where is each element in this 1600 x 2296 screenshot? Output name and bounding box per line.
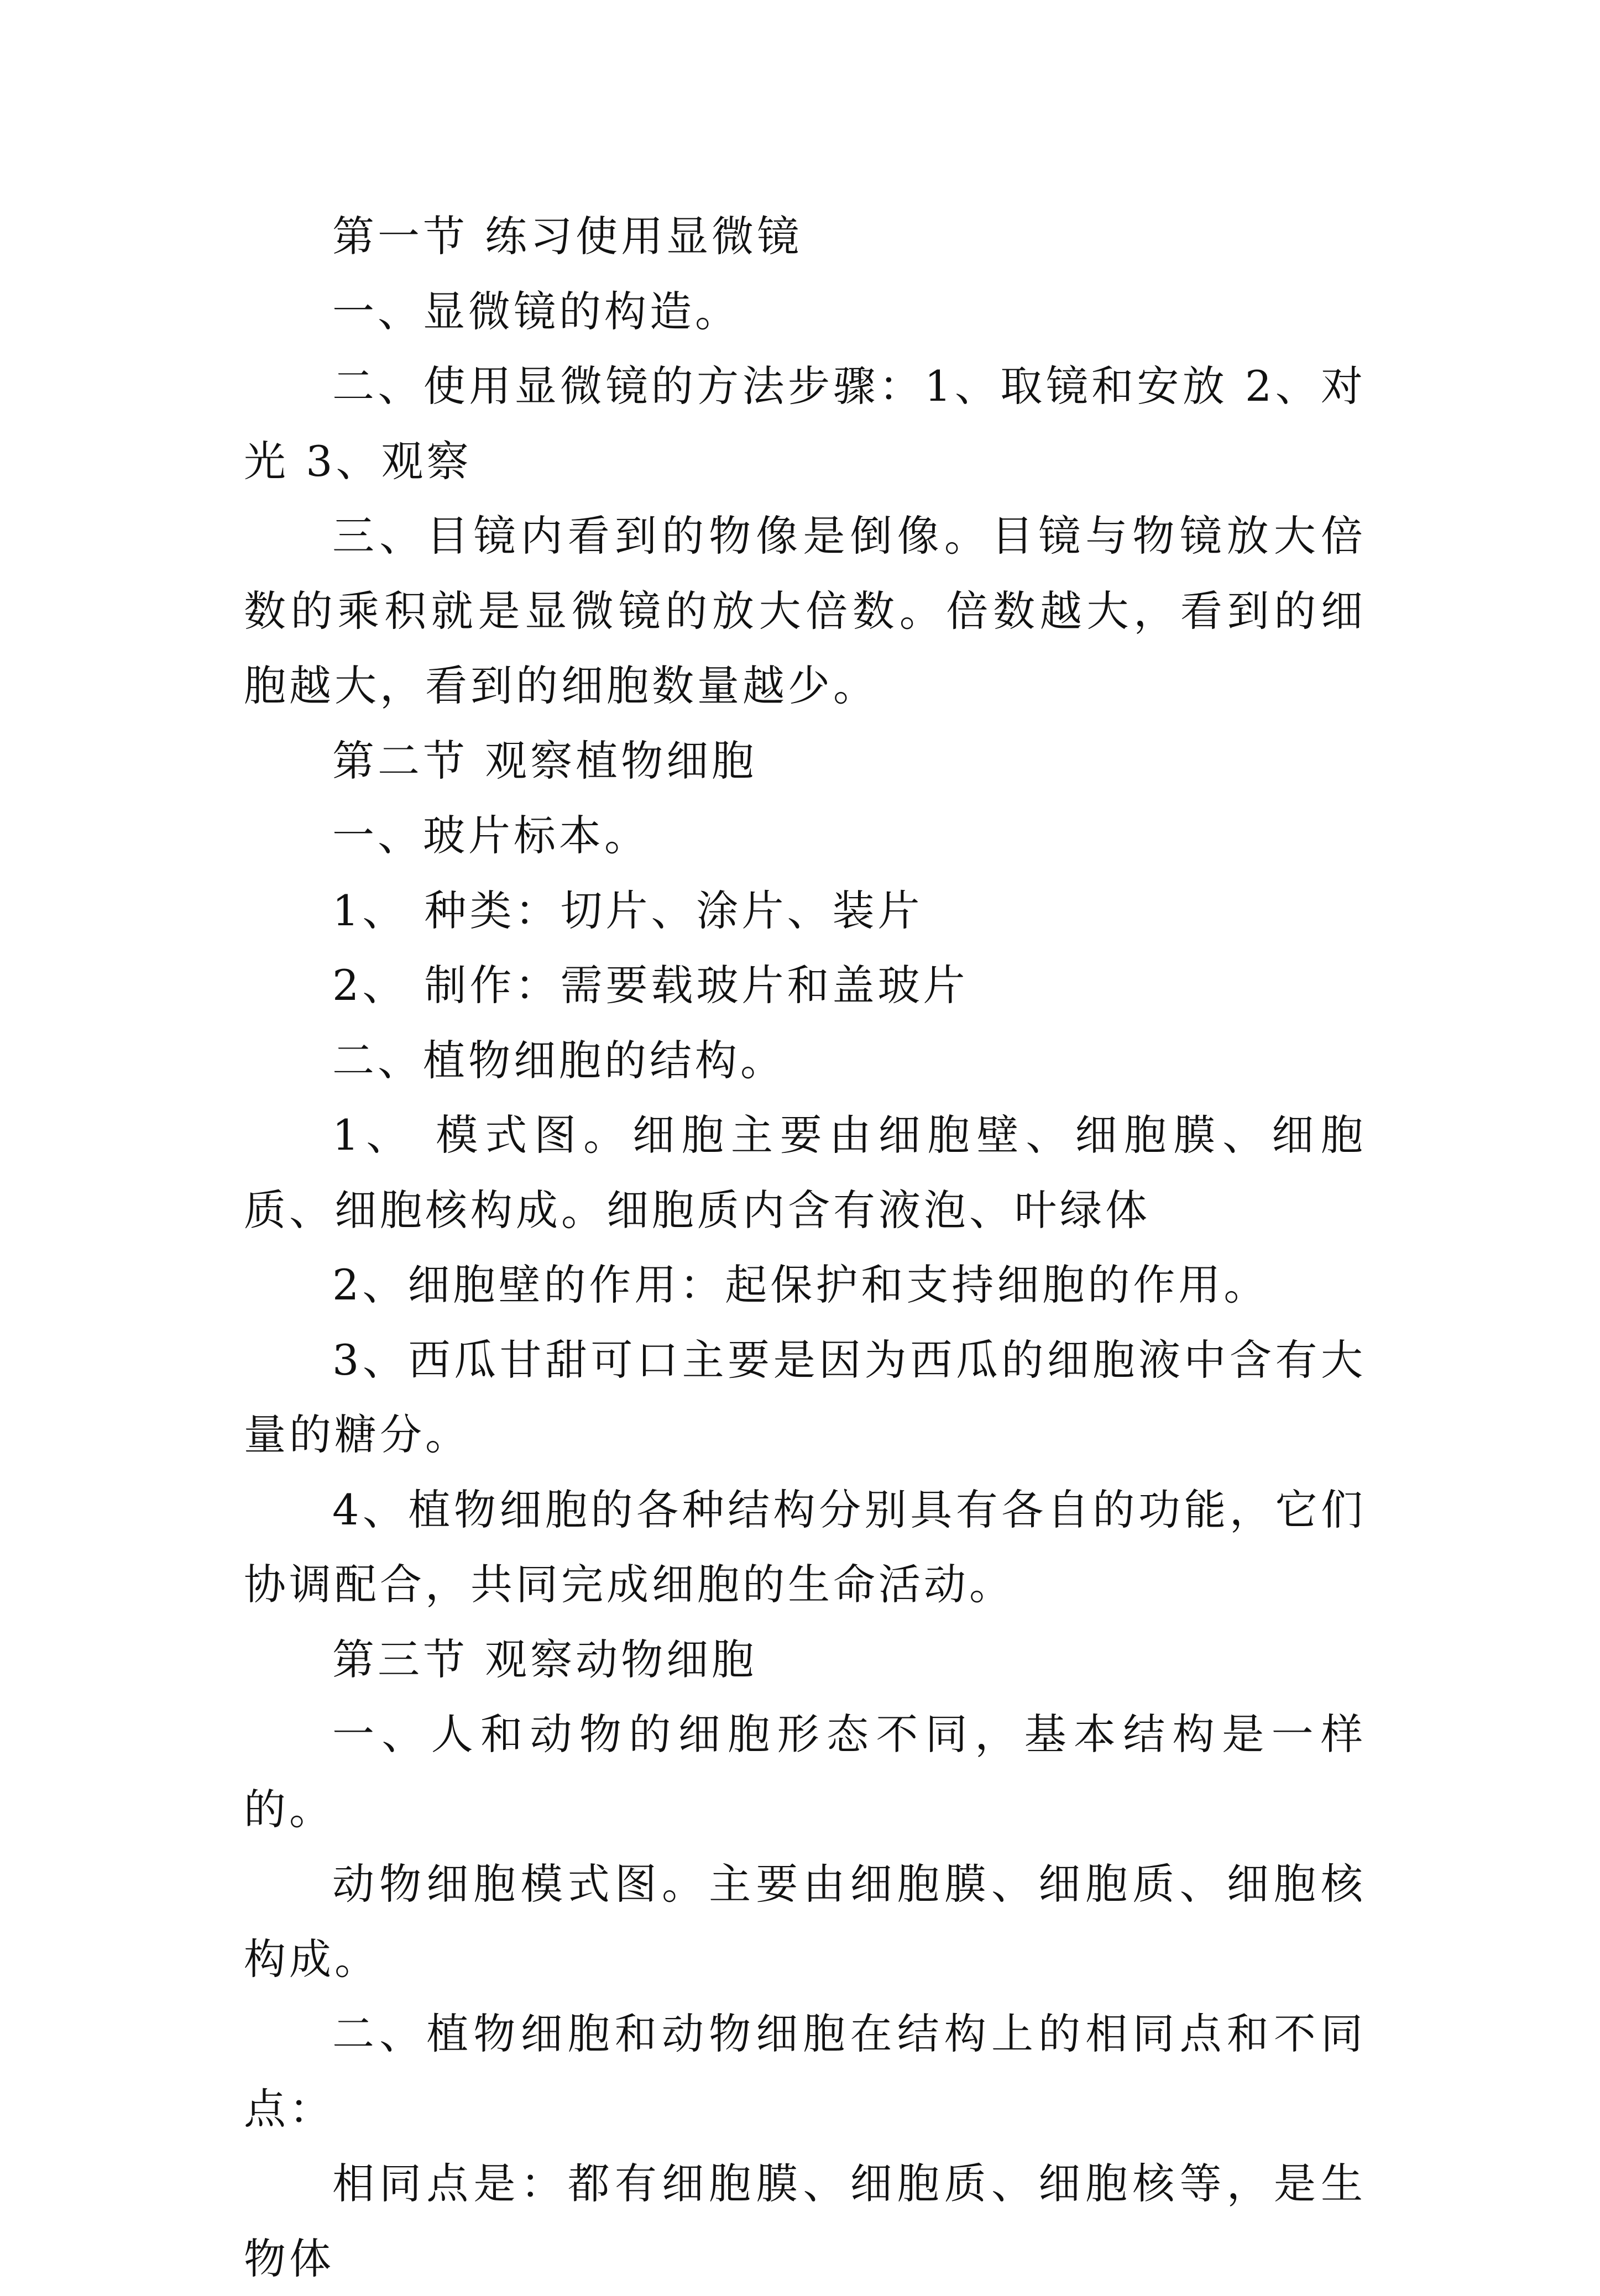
section-heading-2: 第二节 观察植物细胞	[332, 736, 757, 785]
paragraph: 二、植物细胞的结构。	[332, 1035, 786, 1085]
paragraph: 一、显微镜的构造。	[332, 286, 740, 336]
paragraph: 相同点是：都有细胞膜、细胞质、细胞核等，是生物体	[244, 2159, 1366, 2283]
paragraph: 二、植物细胞和动物细胞在结构上的相同点和不同点：	[244, 2009, 1366, 2134]
section-heading-1: 第一节 练习使用显微镜	[332, 212, 803, 261]
list-item: 4、植物细胞的各种结构分别具有各自的功能，它们协调配合，共同完成细胞的生命活动。	[244, 1485, 1366, 1609]
paragraph: 三、目镜内看到的物像是倒像。目镜与物镜放大倍数的乘积就是显微镜的放大倍数。倍数越大，看到的细胞越大，看到的细胞数量越少。	[244, 511, 1366, 710]
paragraph: 二、使用显微镜的方法步骤：1、取镜和安放 2、对光 3、观察	[244, 361, 1366, 486]
paragraph: 动物细胞模式图。主要由细胞膜、细胞质、细胞核构成。	[244, 1859, 1366, 1984]
list-item: 1、 模式图。细胞主要由细胞壁、细胞膜、细胞质、细胞核构成。细胞质内含有液泡、叶绿体	[244, 1110, 1366, 1235]
list-item: 1、 种类：切片、涂片、装片	[332, 885, 923, 935]
paragraph: 一、人和动物的细胞形态不同，基本结构是一样的。	[244, 1710, 1366, 1834]
list-item: 2、 制作：需要载玻片和盖玻片	[332, 961, 969, 1010]
list-item: 2、细胞壁的作用：起保护和支持细胞的作用。	[332, 1260, 1269, 1309]
paragraph: 一、玻片标本。	[332, 811, 650, 860]
document-body	[244, 199, 1366, 2296]
section-heading-3: 第三节 观察动物细胞	[332, 1634, 757, 1684]
list-item: 3、西瓜甘甜可口主要是因为西瓜的细胞液中含有大量的糖分。	[244, 1335, 1366, 1459]
